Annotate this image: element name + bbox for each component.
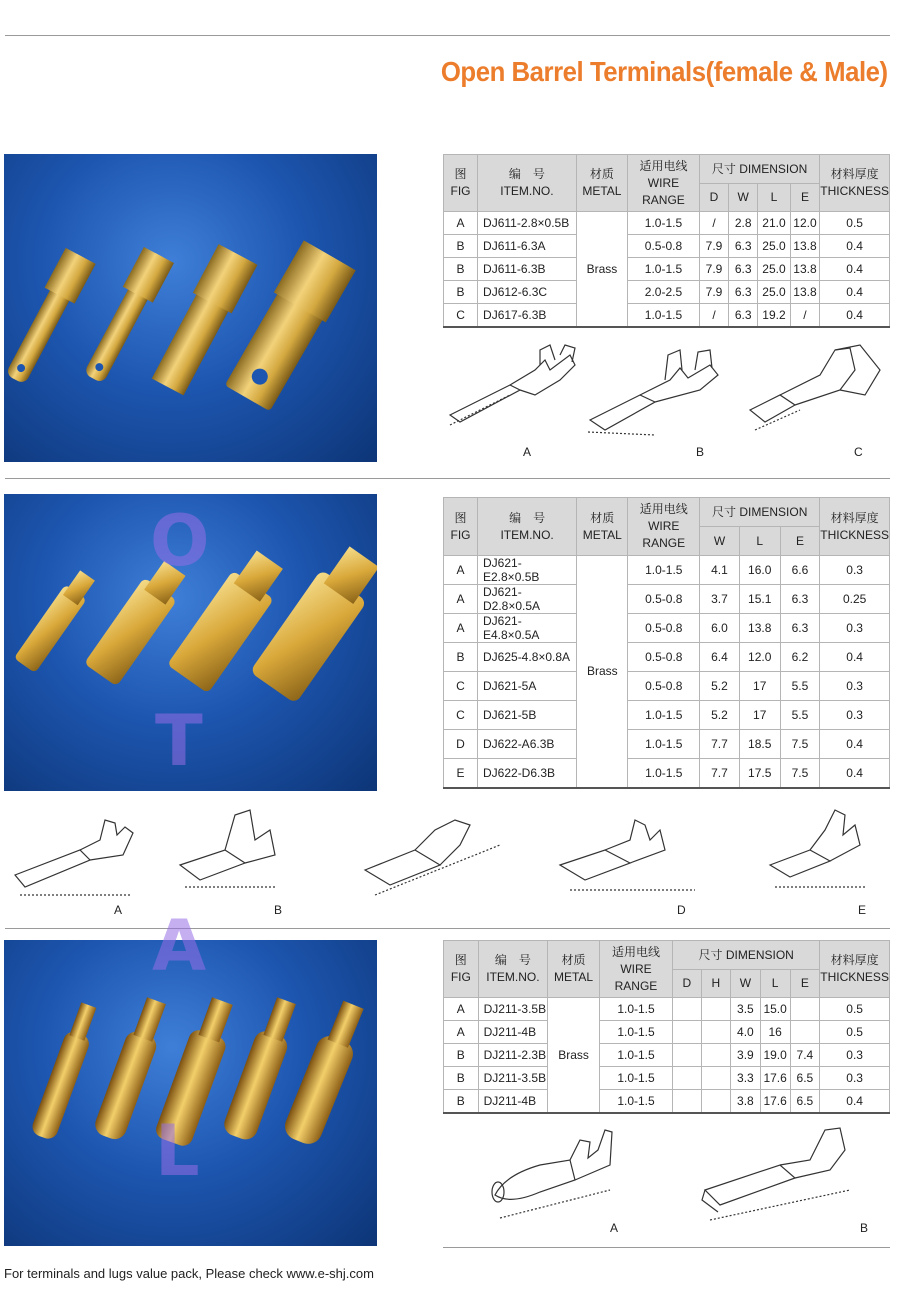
drawing-b	[180, 810, 275, 887]
col-item: 编 号 ITEM.NO.	[478, 498, 577, 556]
diagram-label-a: A	[114, 903, 123, 917]
col-d: D	[699, 184, 728, 212]
col-metal: 材质 METAL	[577, 498, 628, 556]
watermark-letter: T	[155, 700, 203, 782]
col-fig: 图 FIG	[444, 498, 478, 556]
diagram-label-d: D	[677, 903, 686, 917]
col-dimension: 尺寸 DIMENSION	[700, 498, 820, 527]
table-row: B DJ625-4.8×0.8A 0.5-0.8 6.4 12.0 6.2 0.4	[444, 643, 890, 672]
table-row: C DJ621-5B 1.0-1.5 5.2 17 5.5 0.3	[444, 701, 890, 730]
spec-table-3	[443, 940, 890, 1114]
col-w: W	[731, 970, 761, 998]
table-row: E DJ622-D6.3B 1.0-1.5 7.7 17.5 7.5 0.4	[444, 759, 890, 788]
col-wire-range: 适用电线 WIRE RANGE	[599, 941, 672, 998]
diagram-label-e: E	[858, 903, 867, 917]
table-row: D DJ622-A6.3B 1.0-1.5 7.7 18.5 7.5 0.4	[444, 730, 890, 759]
page-title: Open Barrel Terminals(female & Male)	[441, 56, 888, 87]
table-row: B DJ211-2.3B 1.0-1.5 3.9 19.0 7.4 0.3	[444, 1044, 890, 1067]
metal-cell: Brass	[548, 998, 600, 1113]
table-row: B DJ611-6.3B 1.0-1.5 7.9 6.3 25.0 13.8 0.4	[444, 258, 890, 281]
diagram-label-b: B	[274, 903, 283, 917]
spec-table-2	[443, 497, 890, 789]
section-divider	[443, 1247, 890, 1248]
col-e: E	[790, 970, 820, 998]
table-row: C DJ617-6.3B 1.0-1.5 / 6.3 19.2 / 0.4	[444, 304, 890, 327]
spec-table-1	[443, 154, 890, 328]
footer-note: For terminals and lugs value pack, Please check www.e-shj.com	[4, 1266, 374, 1281]
section-divider	[5, 478, 890, 479]
section-divider	[5, 928, 890, 929]
table-row: A DJ621-E4.8×0.5A 0.5-0.8 6.0 13.8 6.3 0.3	[444, 614, 890, 643]
col-thickness: 材料厚度 THICKNESS	[820, 941, 890, 998]
table-row: A DJ611-2.8×0.5B Brass 1.0-1.5 / 2.8 21.0 12.0 0.5	[444, 212, 890, 235]
terminal-drawings-2	[5, 805, 890, 905]
col-dimension: 尺寸 DIMENSION	[699, 155, 819, 184]
table-row: B DJ611-6.3A 0.5-0.8 7.9 6.3 25.0 13.8 0.4	[444, 235, 890, 258]
col-thickness: 材料厚度 THICKNESS	[820, 155, 890, 212]
col-w: W	[700, 527, 740, 556]
table-row: B DJ211-3.5B 1.0-1.5 3.3 17.6 6.5 0.3	[444, 1067, 890, 1090]
col-l: L	[758, 184, 790, 212]
terminal-drawings-3	[480, 1120, 890, 1225]
diagram-label-c: C	[854, 445, 863, 459]
top-divider	[5, 35, 890, 36]
drawing-a	[15, 820, 133, 895]
metal-cell: Brass	[576, 212, 627, 327]
col-dimension: 尺寸 DIMENSION	[673, 941, 820, 970]
diagram-label-a: A	[610, 1221, 619, 1235]
col-w: W	[729, 184, 758, 212]
drawing-b	[588, 350, 718, 435]
col-item: 编 号 ITEM.NO.	[478, 941, 548, 998]
drawing-d-first	[365, 820, 500, 895]
col-fig: 图 FIG	[444, 941, 479, 998]
col-metal: 材质 METAL	[548, 941, 600, 998]
table-row: A DJ621-D2.8×0.5A 0.5-0.8 3.7 15.1 6.3 0.25	[444, 585, 890, 614]
col-item: 编 号 ITEM.NO.	[478, 155, 577, 212]
col-d: D	[673, 970, 701, 998]
col-fig: 图 FIG	[444, 155, 478, 212]
diagram-label-b: B	[860, 1221, 869, 1235]
table-row: B DJ211-4B 1.0-1.5 3.8 17.6 6.5 0.4	[444, 1090, 890, 1113]
watermark-letter: O	[150, 500, 210, 582]
product-photo-male-terminals	[4, 154, 377, 462]
watermark-letter: A	[152, 905, 207, 987]
drawing-a	[450, 345, 575, 425]
col-l: L	[760, 970, 790, 998]
terminal-drawings-1	[440, 340, 890, 445]
col-h: H	[701, 970, 730, 998]
watermark-letter: L	[155, 1110, 200, 1192]
table-row: A DJ621-E2.8×0.5B Brass 1.0-1.5 4.1 16.0 6.6 0.3	[444, 556, 890, 585]
col-wire-range: 适用电线 WIRE RANGE	[628, 155, 700, 212]
drawing-a	[492, 1130, 612, 1218]
drawing-c	[750, 345, 880, 430]
table-row: A DJ211-4B 1.0-1.5 4.0 16 0.5	[444, 1021, 890, 1044]
col-l: L	[739, 527, 780, 556]
col-metal: 材质 METAL	[576, 155, 627, 212]
col-e: E	[790, 184, 820, 212]
drawing-e	[770, 810, 865, 887]
drawing-b	[702, 1128, 850, 1220]
table-row: C DJ621-5A 0.5-0.8 5.2 17 5.5 0.3	[444, 672, 890, 701]
table-row: B DJ612-6.3C 2.0-2.5 7.9 6.3 25.0 13.8 0.4	[444, 281, 890, 304]
male-terminals-illustration	[4, 154, 377, 462]
drawing-d	[560, 820, 695, 890]
col-wire-range: 适用电线 WIRE RANGE	[628, 498, 700, 556]
metal-cell: Brass	[577, 556, 628, 788]
diagram-label-b: B	[696, 445, 705, 459]
diagram-label-a: A	[523, 445, 532, 459]
col-thickness: 材料厚度 THICKNESS	[820, 498, 890, 556]
table-row: A DJ211-3.5B Brass 1.0-1.5 3.5 15.0 0.5	[444, 998, 890, 1021]
col-e: E	[780, 527, 820, 556]
